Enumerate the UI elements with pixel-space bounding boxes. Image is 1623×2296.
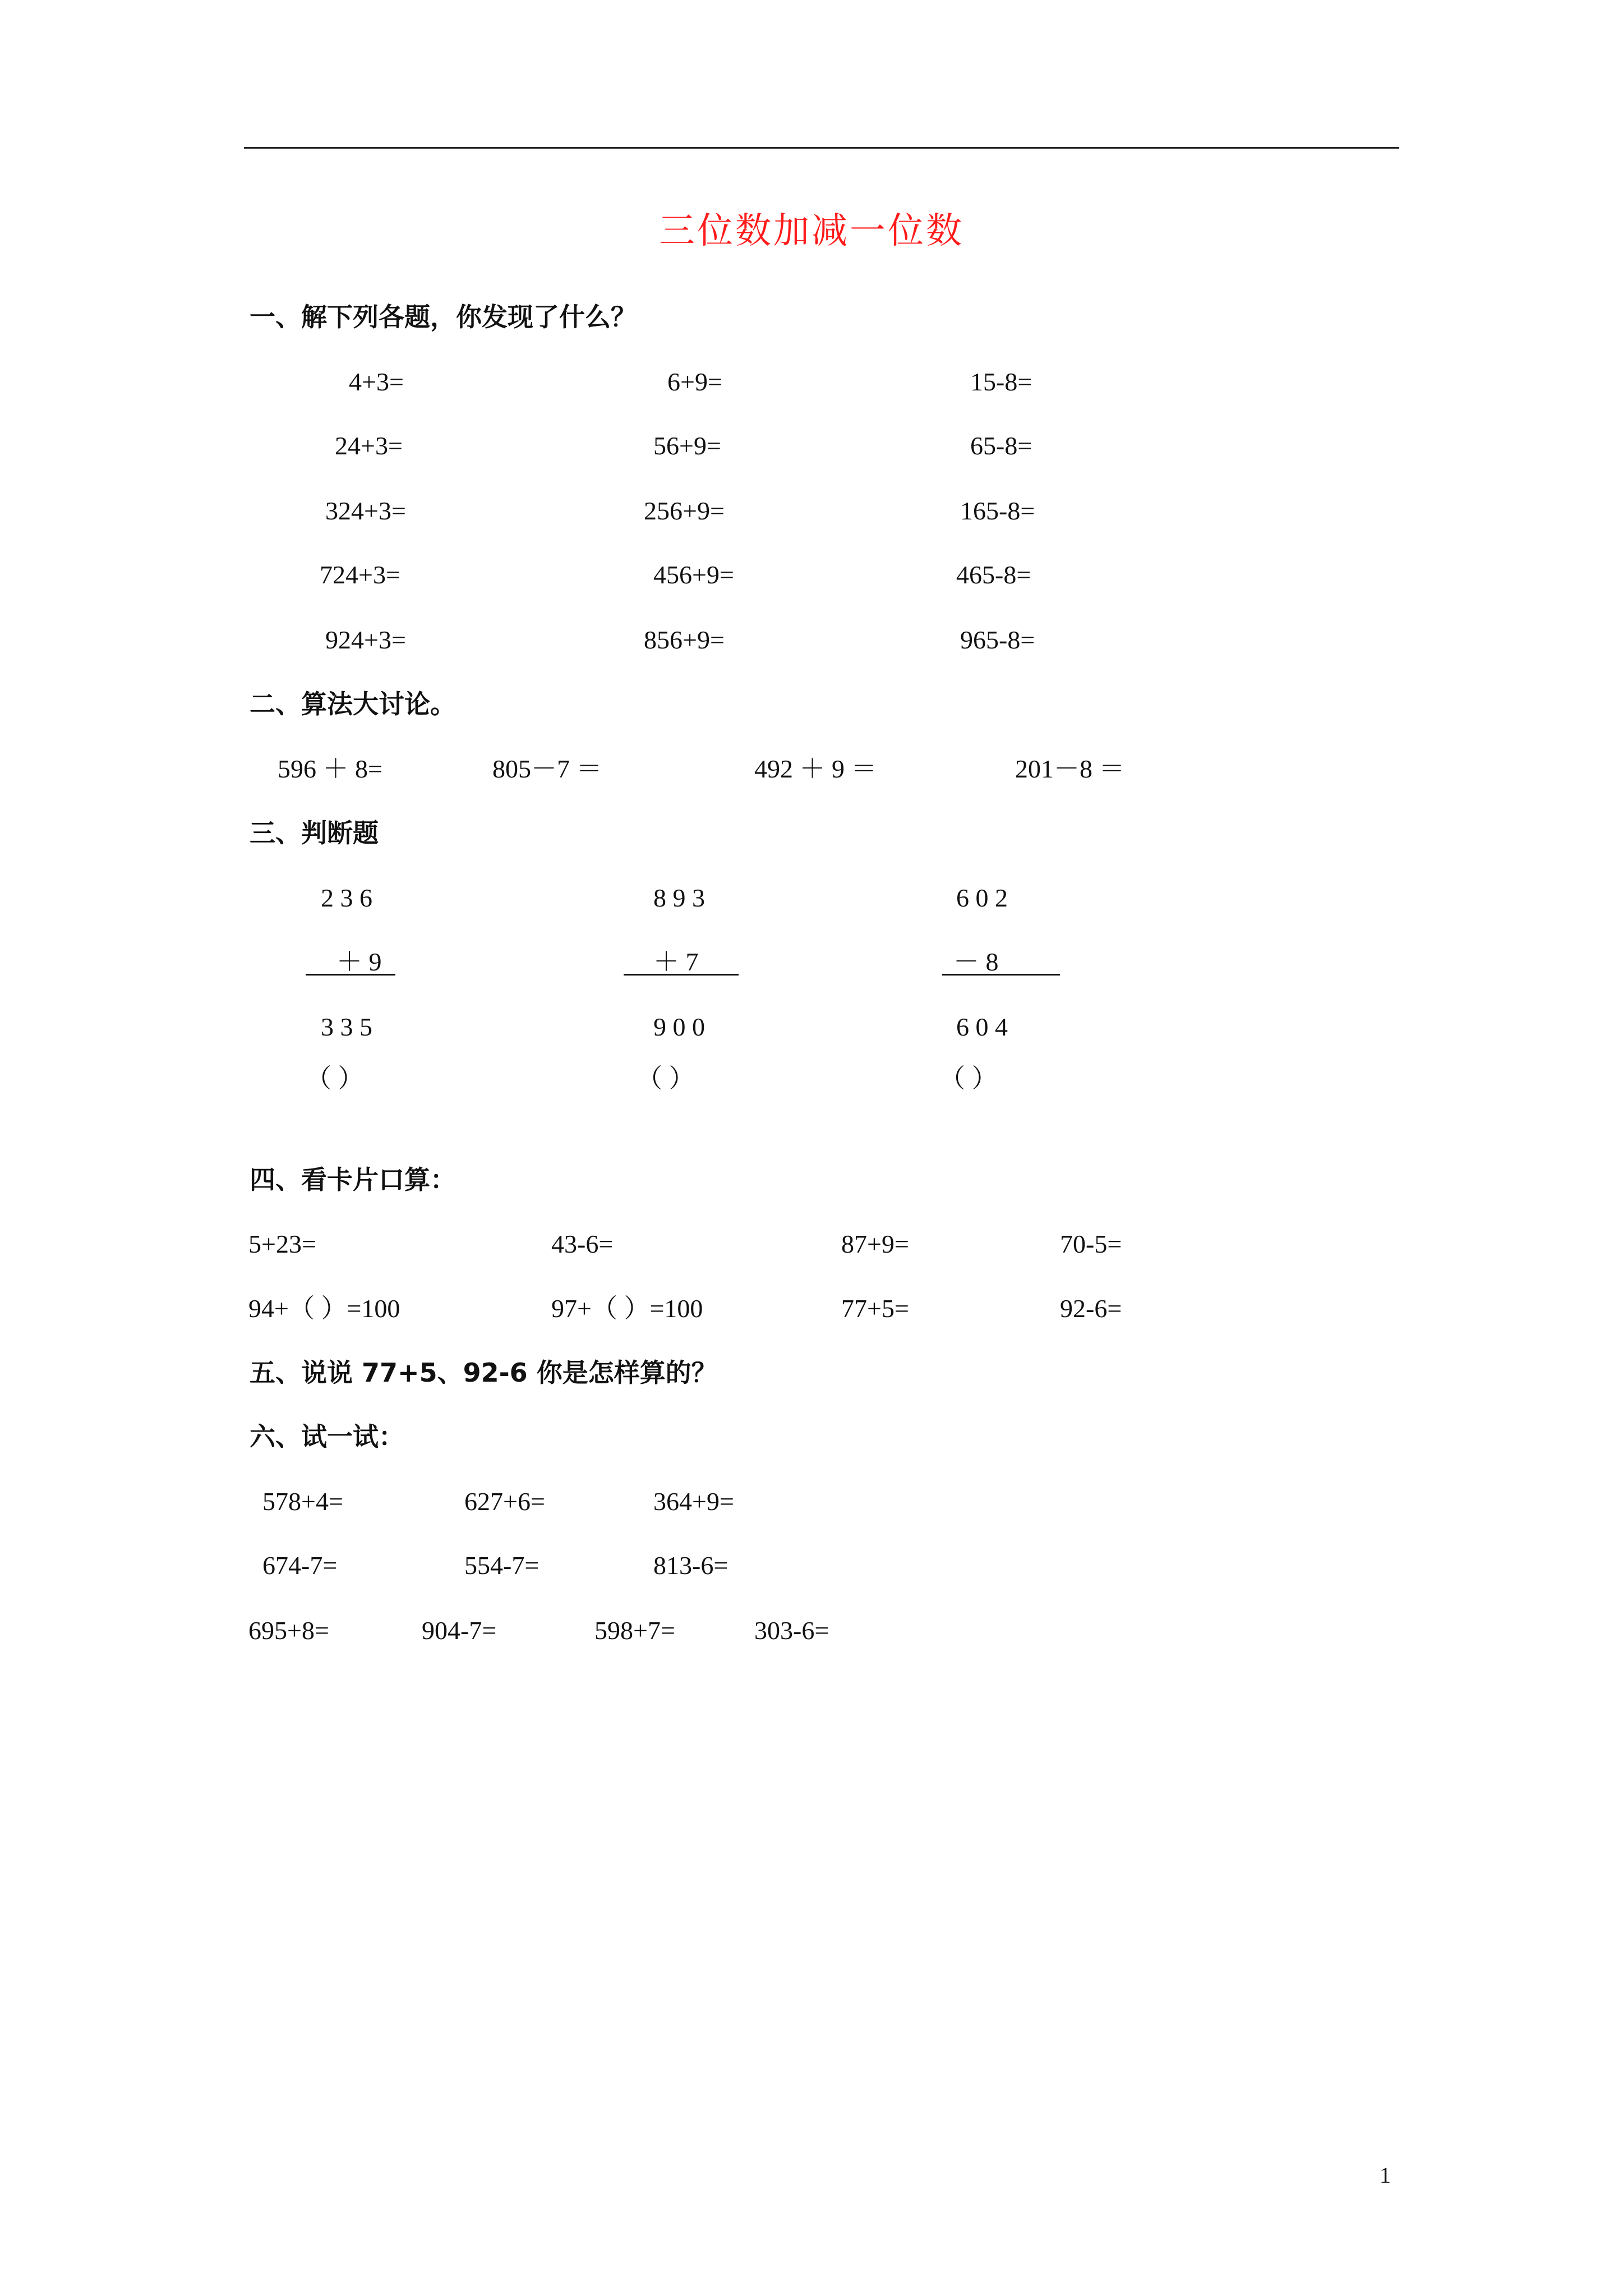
problem: 598+7= — [594, 1616, 675, 1645]
vertical-top: 2 3 6 — [321, 884, 372, 912]
vertical-operator: ＋ 7 — [653, 947, 699, 976]
problem: 324+3= — [325, 496, 406, 525]
problem: 4+3= — [349, 367, 404, 396]
problem: 965-8= — [960, 625, 1035, 654]
section-6-heading: 六、试一试： — [250, 1421, 404, 1452]
problem: 456+9= — [653, 560, 734, 589]
vertical-result: 3 3 5 — [321, 1013, 372, 1041]
problem: 70-5= — [1060, 1230, 1122, 1258]
vertical-result: 6 0 4 — [956, 1013, 1008, 1041]
problem: 94+（ ）=100 — [248, 1294, 400, 1323]
problem: 256+9= — [644, 496, 725, 525]
vertical-top: 6 0 2 — [956, 884, 1008, 912]
header-rule — [244, 147, 1399, 149]
section-4-heading: 四、看卡片口算： — [250, 1165, 456, 1195]
problem: 674-7= — [262, 1551, 338, 1580]
section-1-heading: 一、解下列各题，你发现了什么？ — [250, 302, 637, 332]
page-title: 三位数加减一位数 — [659, 210, 964, 252]
answer-line — [306, 974, 395, 976]
problem: 87+9= — [841, 1230, 909, 1258]
problem: 24+3= — [335, 431, 403, 460]
vertical-top: 8 9 3 — [653, 884, 705, 912]
problem: 695+8= — [248, 1616, 329, 1645]
vertical-result: 9 0 0 — [653, 1013, 705, 1041]
problem: 578+4= — [262, 1487, 343, 1516]
problem: 15-8= — [970, 367, 1032, 396]
problem: 924+3= — [325, 625, 406, 654]
problem: 97+（ ）=100 — [551, 1294, 703, 1323]
problem: 303-6= — [754, 1616, 829, 1645]
section-3-heading: 三、判断题 — [250, 818, 379, 848]
problem: 364+9= — [653, 1487, 734, 1516]
vertical-operator: － 8 — [953, 947, 999, 976]
section-5-heading: 五、说说 77+5、92-6 你是怎样算的？ — [250, 1358, 717, 1388]
problem: 856+9= — [644, 625, 725, 654]
problem: 92-6= — [1060, 1294, 1122, 1323]
problem: 5+23= — [248, 1230, 316, 1258]
problem: 596 ＋ 8= — [278, 754, 382, 783]
answer-line — [624, 974, 739, 976]
problem: 201－8 ＝ — [1015, 754, 1125, 783]
problem: 165-8= — [960, 496, 1035, 525]
problem: 492 ＋ 9 ＝ — [754, 754, 877, 783]
answer-line — [942, 974, 1060, 976]
problem: 554-7= — [464, 1551, 540, 1580]
problem: 724+3= — [320, 560, 400, 589]
answer-parentheses[interactable]: （ ） — [637, 1064, 695, 1093]
answer-parentheses[interactable]: （ ） — [939, 1064, 998, 1093]
problem: 56+9= — [653, 431, 721, 460]
problem: 904-7= — [422, 1616, 497, 1645]
vertical-operator: ＋ 9 — [336, 947, 382, 976]
problem: 627+6= — [464, 1487, 545, 1516]
problem: 77+5= — [841, 1294, 909, 1323]
problem: 465-8= — [956, 560, 1031, 589]
page-number: 1 — [1380, 2162, 1391, 2188]
problem: 65-8= — [970, 431, 1032, 460]
section-2-heading: 二、算法大讨论。 — [250, 689, 456, 719]
problem: 805－7 ＝ — [492, 754, 602, 783]
problem: 6+9= — [667, 367, 722, 396]
problem: 43-6= — [551, 1230, 614, 1258]
problem: 813-6= — [653, 1551, 728, 1580]
answer-parentheses[interactable]: （ ） — [306, 1064, 364, 1093]
